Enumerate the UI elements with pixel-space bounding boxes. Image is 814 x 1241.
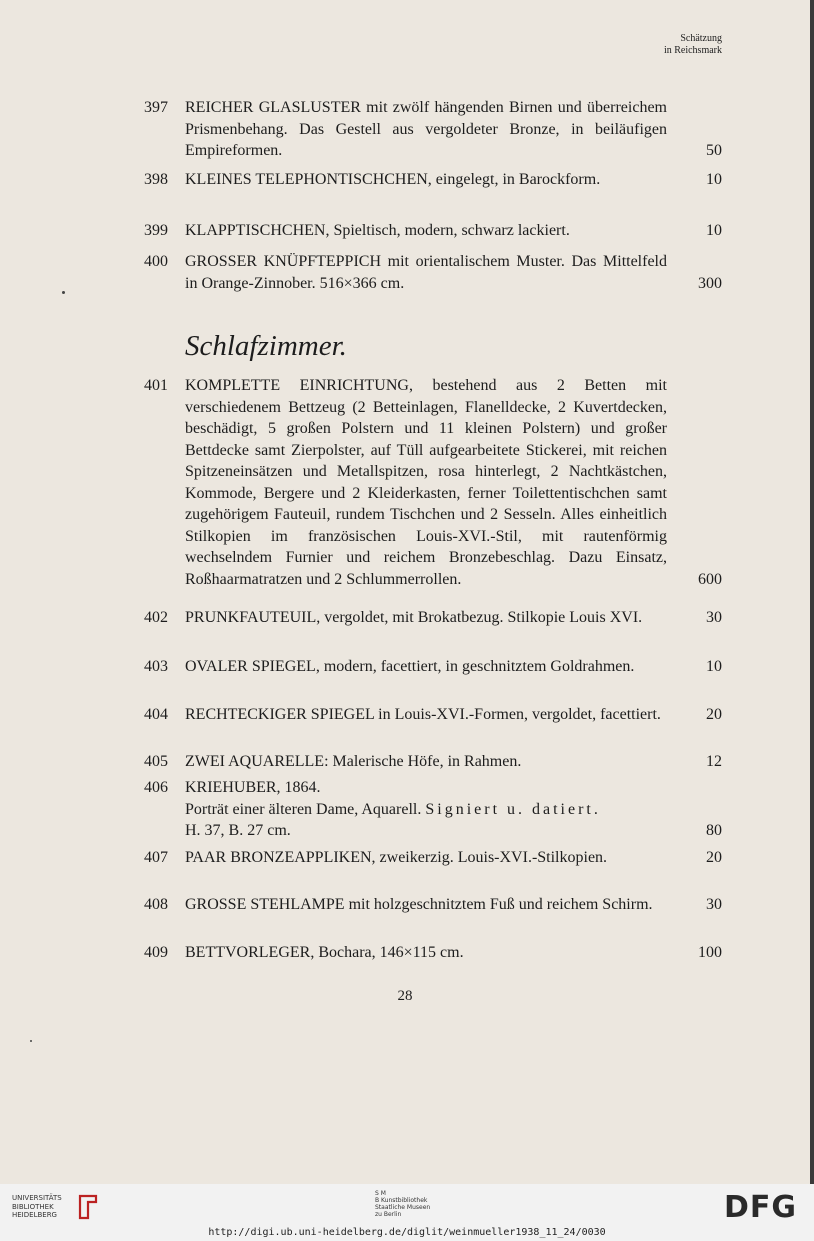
page-edge bbox=[810, 0, 814, 1184]
lot-description: RECHTECKIGER SPIEGEL in Louis-XVI.-Formen, vergoldet, facettiert. bbox=[185, 706, 661, 723]
section-title: Schlafzimmer. bbox=[185, 330, 347, 362]
lot-402 bbox=[144, 607, 722, 629]
lot-description: KLAPPTISCHCHEN, Spieltisch, modern, schwarz lackiert. bbox=[185, 222, 570, 239]
lot-number: 406 bbox=[144, 779, 168, 796]
lot-number: 401 bbox=[144, 377, 168, 394]
lot-price: 30 bbox=[706, 609, 722, 626]
lot-number: 409 bbox=[144, 944, 168, 961]
university-library-label bbox=[12, 1194, 62, 1220]
dfg-logo: DFG bbox=[724, 1190, 798, 1225]
lot-price: 300 bbox=[698, 274, 722, 292]
lot-number: 400 bbox=[144, 253, 168, 270]
sm-line: zu Berlin bbox=[375, 1211, 402, 1218]
lot-408 bbox=[144, 894, 722, 916]
uni-line: HEIDELBERG bbox=[12, 1211, 57, 1219]
sm-line: S M bbox=[375, 1190, 386, 1197]
lot-number: 408 bbox=[144, 896, 168, 913]
dimensions-line: H. 37, B. 27 cm. bbox=[185, 822, 291, 839]
lot-description: KOMPLETTE EINRICHTUNG, bestehend aus 2 Betten mit verschiedenem Bettzeug (2 Betteinlagen, Flanelldecke, 2 Kuvertdecken, beschädigt, 5 großen Polstern und 11 kleinen Polstern) und großer Bettdecke samt Zierpolster, auf Tüll aufgearbeitete Stickerei, mit reichen Spitzeneinsätzen und Metallspitzen, rosa hinterlegt, 2 Nachtkästchen, Kommode, Bergere und 2 Kleiderkasten, ferner Toilettentischchen samt zugehörigem Fauteuil, rundem Tischchen und 2 Sesseln. Alles einheitlich Stilkopien im französischen Louis-XVI.-Stil, mit rautenförmig wechselndem Furnier und reichem Bronzebeschlag. Dazu Einsatz, Roßhaarmatratzen und 2 Schlummerrollen. bbox=[185, 377, 667, 588]
lot-number: 398 bbox=[144, 171, 168, 188]
lot-description bbox=[185, 777, 667, 842]
lot-number: 403 bbox=[144, 658, 168, 675]
sm-line: Staatliche Museen bbox=[375, 1204, 431, 1211]
page-number: 28 bbox=[397, 988, 413, 1004]
lot-description: GROSSER KNÜPFTEPPICH mit orientalischem Muster. Das Mittelfeld in Orange-Zinnober. 516×366 cm. bbox=[185, 253, 667, 292]
lot-price: 600 bbox=[698, 570, 722, 588]
lot-description: BETTVORLEGER, Bochara, 146×115 cm. bbox=[185, 944, 464, 961]
sm-kunstbibliothek-label bbox=[375, 1190, 430, 1218]
lot-405 bbox=[144, 751, 722, 773]
lot-number: 407 bbox=[144, 849, 168, 866]
lot-400 bbox=[144, 251, 722, 294]
description-line bbox=[185, 799, 667, 821]
artist-line: KRIEHUBER, 1864. bbox=[185, 779, 321, 796]
lot-description: PRUNKFAUTEUIL, vergoldet, mit Brokatbezug. Stilkopie Louis XVI. bbox=[185, 609, 643, 626]
lot-price: 80 bbox=[706, 822, 722, 839]
lot-number: 404 bbox=[144, 706, 168, 723]
speck-mark bbox=[62, 291, 65, 294]
lot-description: OVALER SPIEGEL, modern, facettiert, in geschnitztem Goldrahmen. bbox=[185, 658, 635, 675]
lot-description: ZWEI AQUARELLE: Malerische Höfe, in Rahmen. bbox=[185, 753, 522, 770]
signed-dated-note: Signiert u. datiert. bbox=[425, 800, 601, 818]
lot-407 bbox=[144, 847, 722, 869]
lot-description: REICHER GLASLUSTER mit zwölf hängenden Birnen und überreichem Prismenbehang. Das Gestell aus vergoldeter Bronze, in beiläufigen Empireformen. bbox=[185, 99, 667, 159]
lot-409 bbox=[144, 942, 722, 964]
lot-price: 10 bbox=[706, 658, 722, 675]
source-url-link[interactable]: http://digi.ub.uni-heidelberg.de/diglit/weinmueller1938_11_24/0030 bbox=[208, 1227, 606, 1238]
lot-401 bbox=[144, 375, 722, 590]
lot-price: 12 bbox=[706, 753, 722, 770]
uni-line: UNIVERSITÄTS bbox=[12, 1194, 62, 1202]
lot-number: 405 bbox=[144, 753, 168, 770]
uni-line: BIBLIOTHEK bbox=[12, 1202, 54, 1211]
lot-description: PAAR BRONZEAPPLIKEN, zweikerzig. Louis-XVI.-Stilkopien. bbox=[185, 849, 608, 866]
sm-line: B Kunstbibliothek bbox=[375, 1197, 428, 1204]
lot-number: 397 bbox=[144, 99, 168, 116]
lot-number: 399 bbox=[144, 222, 168, 239]
lot-403 bbox=[144, 656, 722, 678]
lot-406 bbox=[144, 777, 722, 842]
lot-price: 20 bbox=[706, 849, 722, 866]
estimate-header-line1: Schätzung bbox=[680, 33, 722, 44]
lot-price: 10 bbox=[706, 222, 722, 239]
lot-price: 30 bbox=[706, 896, 722, 913]
library-logo-icon bbox=[76, 1192, 100, 1222]
estimate-header-line2: in Reichsmark bbox=[663, 45, 722, 56]
lot-description: GROSSE STEHLAMPE mit holzgeschnitztem Fuß und reichem Schirm. bbox=[185, 896, 653, 913]
lot-price: 50 bbox=[706, 142, 722, 159]
lot-description: KLEINES TELEPHONTISCHCHEN, eingelegt, in Barockform. bbox=[185, 171, 601, 188]
lot-399 bbox=[144, 220, 722, 242]
lot-price: 20 bbox=[706, 706, 722, 723]
lot-number: 402 bbox=[144, 609, 168, 626]
description-text: Porträt einer älteren Dame, Aquarell. bbox=[185, 800, 422, 818]
speck-mark bbox=[30, 1040, 32, 1042]
lot-price: 10 bbox=[706, 171, 722, 188]
lot-398 bbox=[144, 169, 722, 191]
lot-404 bbox=[144, 704, 722, 726]
lot-price: 100 bbox=[698, 944, 722, 961]
lot-397 bbox=[144, 97, 722, 162]
